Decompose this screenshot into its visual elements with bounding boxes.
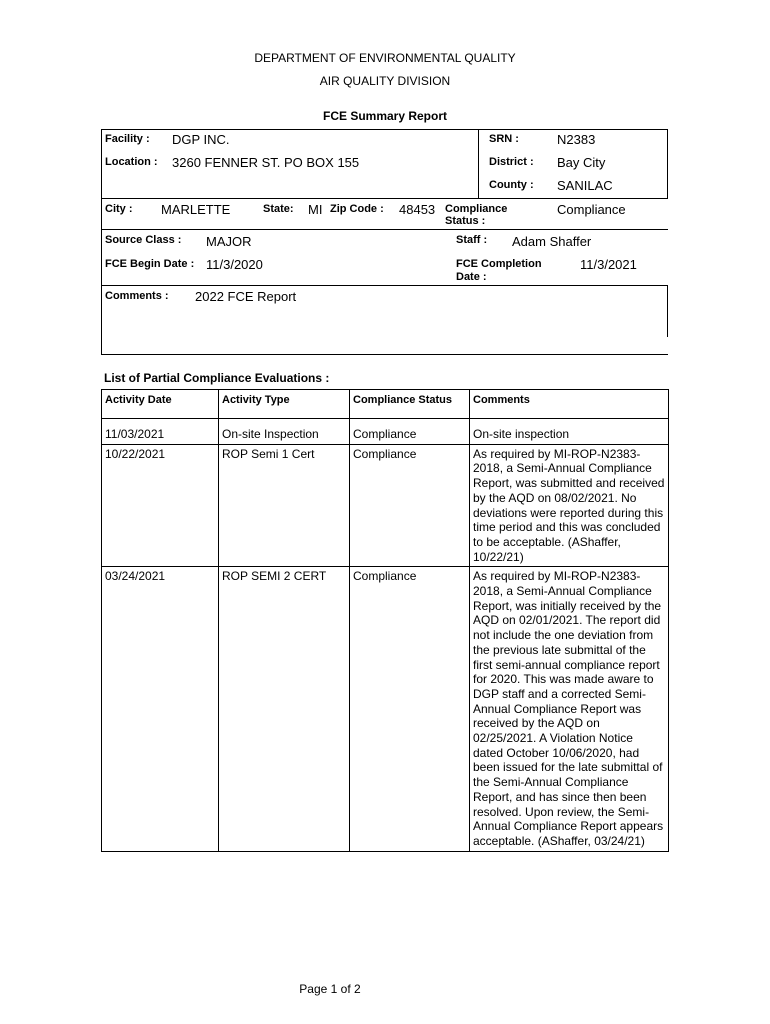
fce-completion-label-2: Date : bbox=[456, 271, 487, 283]
zip-value: 48453 bbox=[399, 202, 436, 217]
cell-compliance-status: Compliance bbox=[350, 567, 470, 851]
district-value: Bay City bbox=[557, 155, 606, 170]
division-heading: AIR QUALITY DIVISION bbox=[319, 74, 451, 88]
table-row bbox=[102, 419, 669, 445]
compliance-status-label-2: Status : bbox=[445, 215, 486, 227]
county-label: County : bbox=[489, 179, 534, 191]
comments-label: Comments : bbox=[105, 290, 169, 302]
state-label: State: bbox=[263, 203, 294, 215]
city-value: MARLETTE bbox=[161, 202, 231, 217]
facility-label: Facility : bbox=[105, 133, 150, 145]
source-class-label: Source Class : bbox=[105, 234, 182, 246]
fce-completion-value: 11/3/2021 bbox=[580, 257, 637, 272]
fce-begin-label: FCE Begin Date : bbox=[105, 258, 195, 270]
state-value: MI bbox=[308, 202, 323, 217]
fce-completion-label-1: FCE Completion bbox=[456, 258, 542, 270]
compliance-status-value: Compliance bbox=[557, 202, 626, 217]
srn-label: SRN : bbox=[489, 133, 519, 145]
cell-comments: As required by MI-ROP-N2383-2018, a Semi-Annual Compliance Report, was initially received by the AQD on 02/01/2021. The report did not include the one deviation from the previous late submittal of the first semi-annual compliance report for 2020. This was made aware to DGP staff and a corrected Semi-Annual Compliance Report was received by the AQD on 02/25/2021. A Violation Notice dated October 10/06/2020, had been issued for the late submittal of the Semi-Annual Compliance Report, and has since then been resolved. Upon review, the Semi-Annual Compliance Report appears acceptable. (AShaffer, 03/24/21) bbox=[470, 567, 669, 851]
comments-value: 2022 FCE Report bbox=[195, 289, 297, 304]
cell-activity-date: 11/03/2021 bbox=[102, 419, 219, 445]
county-value: SANILAC bbox=[557, 178, 613, 193]
column-header-compliance-status: Compliance Status bbox=[350, 390, 470, 419]
table-row bbox=[102, 567, 669, 851]
department-heading: DEPARTMENT OF ENVIRONMENTAL QUALITY bbox=[254, 51, 516, 65]
cell-activity-date: 10/22/2021 bbox=[102, 444, 219, 567]
cell-activity-type: ROP SEMI 2 CERT bbox=[219, 567, 350, 851]
location-value: 3260 FENNER ST. PO BOX 155 bbox=[172, 155, 360, 170]
staff-value: Adam Shaffer bbox=[512, 234, 592, 249]
column-header-comments: Comments bbox=[470, 390, 669, 419]
table-row bbox=[102, 444, 669, 567]
column-header-activity-date: Activity Date bbox=[102, 390, 219, 419]
facility-name: DGP INC. bbox=[172, 132, 230, 147]
cell-activity-type: ROP Semi 1 Cert bbox=[219, 444, 350, 567]
cell-activity-date: 03/24/2021 bbox=[102, 567, 219, 851]
srn-value: N2383 bbox=[557, 132, 596, 147]
cell-comments: On-site inspection bbox=[470, 419, 669, 445]
district-label: District : bbox=[489, 156, 534, 168]
column-header-activity-type: Activity Type bbox=[219, 390, 350, 419]
cell-activity-type: On-site Inspection bbox=[219, 419, 350, 445]
source-class-value: MAJOR bbox=[206, 234, 252, 249]
page-number: Page 1 of 2 bbox=[299, 982, 361, 996]
pce-table bbox=[101, 389, 669, 852]
cell-compliance-status: Compliance bbox=[350, 444, 470, 567]
pce-header-row bbox=[102, 390, 669, 419]
pce-title: List of Partial Compliance Evaluations : bbox=[104, 371, 330, 385]
report-title: FCE Summary Report bbox=[322, 109, 448, 123]
compliance-status-label-1: Compliance bbox=[445, 203, 508, 215]
fce-begin-value: 11/3/2020 bbox=[206, 257, 263, 272]
cell-comments: As required by MI-ROP-N2383-2018, a Semi-Annual Compliance Report, was submitted and received by the AQD on 08/02/2021. No deviations were reported during this time period and this was concluded to be acceptable. (AShaffer, 10/22/21) bbox=[470, 444, 669, 567]
staff-label: Staff : bbox=[456, 234, 488, 246]
zip-label: Zip Code : bbox=[330, 203, 384, 215]
cell-compliance-status: Compliance bbox=[350, 419, 470, 445]
location-label: Location : bbox=[105, 156, 158, 168]
city-label: City : bbox=[105, 203, 133, 215]
